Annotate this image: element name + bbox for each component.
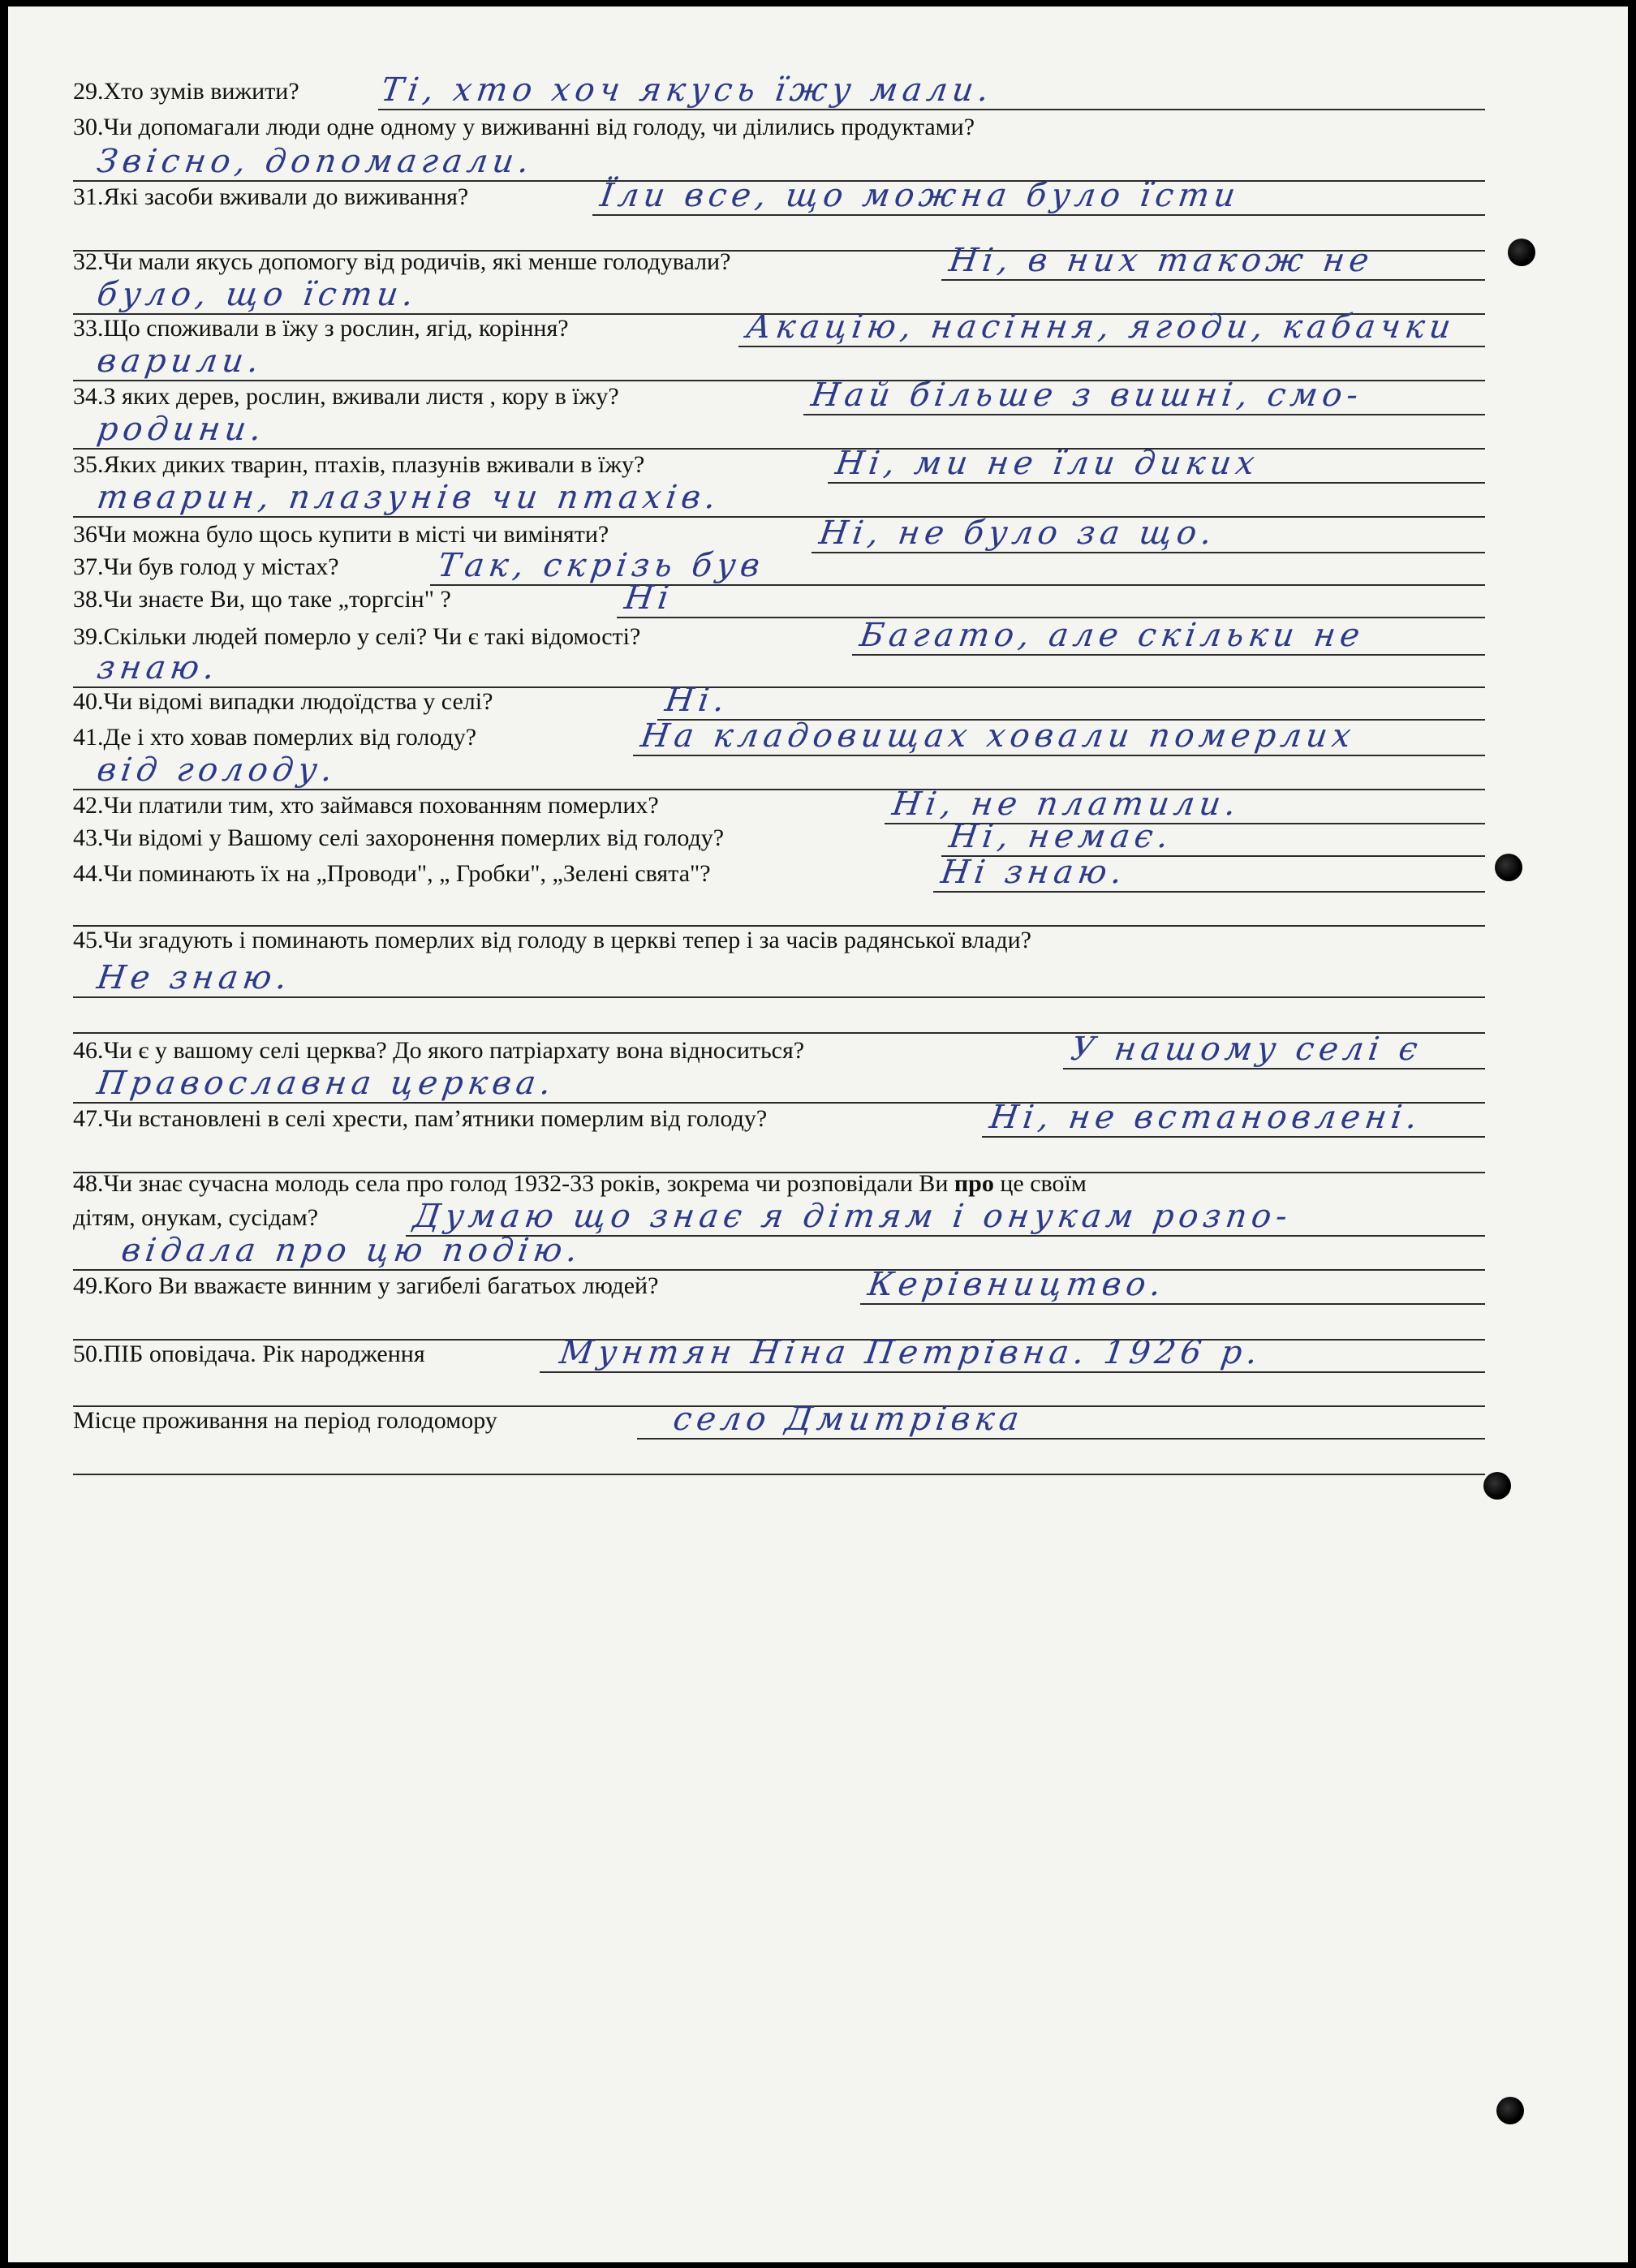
question-35-answer-row [73,479,1485,518]
punch-hole [1495,854,1522,881]
handwritten-answer-cont: Православна церква. [94,1065,558,1102]
blank-row [73,995,1485,1034]
question-48-answer-row [73,1232,1485,1271]
handwritten-answer: Ні. [662,682,732,719]
question-text: 31.Які засоби вживали до виживання? [73,183,469,210]
question-43 [73,818,1485,857]
handwritten-answer: Так, скрізь був [435,547,767,584]
handwritten-answer-cont: родини. [94,411,269,448]
question-text: 37.Чи був голод у містах? [73,553,339,580]
question-30 [73,107,1485,146]
handwritten-answer: Думаю що знає я дітям і онукам розпо- [411,1198,1295,1235]
handwritten-answer-cont: від голоду. [94,751,340,789]
handwritten-answer: Керівництво. [865,1266,1169,1303]
question-text: 36Чи можна було щось купити в місті чи виміняти? [73,521,609,548]
question-46 [73,1031,1485,1069]
question-text: 40.Чи відомі випадки людоїдства у селі? [73,688,493,715]
handwritten-answer: Ні, не платили. [889,785,1243,823]
question-29 [73,71,1485,110]
question-text-bold: про [954,1170,994,1197]
residence-field [73,1401,1485,1440]
question-text: 49.Кого Ви вважаєте винним у загибелі багатьох людей? [73,1272,659,1299]
punch-hole [1508,239,1535,266]
question-46-answer-row [73,1065,1485,1104]
handwritten-answer: У нашому селі є [1068,1031,1425,1068]
handwritten-answer: На кладовищах ховали померлих [638,717,1358,755]
handwritten-answer: Мунтян Ніна Петрівна. 1926 р. [557,1334,1265,1371]
question-45-answer-row [73,959,1485,998]
question-40 [73,682,1485,721]
question-33 [73,308,1485,347]
question-34-answer-row [73,411,1485,450]
question-44 [73,854,1485,893]
question-38 [73,579,1485,618]
question-47 [73,1099,1485,1138]
question-text-main: 48.Чи знає сучасна молодь села про голод 1932-33 років, зокрема чи розповідали Ви [73,1170,949,1197]
question-text: 50.ПІБ оповідача. Рік народження [73,1341,425,1367]
handwritten-answer: село Дмитрівка [670,1401,1027,1438]
handwritten-answer: Не знаю. [94,959,295,996]
question-text: 45.Чи згадують і поминають померлих від голоду в церкві тепер і за часів радянської влади? [73,927,1031,953]
question-text: 46.Чи є у вашому селі церква? До якого патріархату вона відноситься? [73,1037,805,1064]
question-text: 39.Скільки людей померло у селі? Чи є такі відомості? [73,623,641,650]
handwritten-answer-cont: відала про цю подію. [118,1232,585,1269]
question-48-line-2 [73,1198,1485,1237]
questionnaire-page [8,6,1628,2262]
handwritten-answer: Ні, немає. [946,818,1176,855]
question-text: 29.Хто зумів вижити? [73,78,299,105]
question-30-answer-row [73,143,1485,182]
question-text: 44.Чи поминають їх на „Проводи", „ Гробки", „Зелені свята"? [73,860,711,887]
question-41 [73,717,1485,756]
handwritten-answer: Ні, в них також не [946,242,1376,279]
handwritten-answer: Ні, не було за що. [816,514,1220,552]
question-49 [73,1266,1485,1305]
handwritten-answer: Звісно, допомагали. [94,143,536,180]
question-text: 43.Чи відомі у Вашому селі захоронення померлих від голоду? [73,824,725,851]
handwritten-answer: Най більше з вишні, смо- [808,377,1366,414]
question-text: 38.Чи знаєте Ви, що таке „торгсін" ? [73,586,451,613]
answer-line [73,1474,1485,1475]
punch-hole [1496,2097,1524,2124]
question-50 [73,1334,1485,1373]
handwritten-answer: Акацію, насіння, ягоди, кабачки [743,308,1458,346]
handwritten-answer-cont: знаю. [94,649,222,686]
handwritten-answer: Ні знаю. [938,854,1130,891]
question-text: 32.Чи мали якусь допомогу від родичів, які менше голодували? [73,248,731,275]
question-text: 47.Чи встановлені в селі хрести, пам’ятники померлим від голоду? [73,1105,768,1132]
question-45 [73,920,1485,959]
question-text-line-2: дітям, онукам, сусідам? [73,1204,319,1231]
question-35 [73,445,1485,484]
question-32 [73,242,1485,281]
question-text [73,1170,1087,1198]
question-text: 30.Чи допомагали люди одне одному у виживанні від голоду, чи ділились продуктами? [73,114,975,140]
question-text: 35.Яких диких тварин, птахів, плазунів вживали в їжу? [73,451,645,478]
handwritten-answer-cont: тварин, плазунів чи птахів. [94,479,723,516]
question-text: 42.Чи платили тим, хто займався похованням померлих? [73,792,659,819]
question-text-tail: це своїм [993,1170,1087,1197]
handwritten-answer: Їли все, що можна було їсти [597,177,1242,214]
handwritten-answer: Ні [622,579,676,617]
question-text: 33.Що споживали в їжу з рослин, ягід, коріння? [73,315,569,342]
question-48 [73,1164,1485,1203]
question-text: 41.Де і хто ховав померлих від голоду? [73,724,477,751]
question-31 [73,177,1485,216]
handwritten-answer: Ні, не встановлені. [987,1099,1425,1136]
punch-hole [1483,1472,1511,1500]
question-41-answer-row [73,751,1485,790]
blank-row [73,1436,1485,1475]
handwritten-answer: Багато, але скільки не [857,617,1367,654]
question-text: 34.З яких дерев, рослин, вживали листя , кору в їжу? [73,383,619,410]
handwritten-answer: Ті, хто хоч якусь їжу мали. [378,71,997,109]
handwritten-answer-cont: варили. [94,342,266,380]
question-33-answer-row [73,342,1485,381]
question-34 [73,377,1485,415]
handwritten-answer: Ні, ми не їли диких [833,445,1262,482]
question-text: Місце проживання на період голодомору [73,1407,497,1434]
handwritten-answer-cont: було, що їсти. [94,276,421,313]
